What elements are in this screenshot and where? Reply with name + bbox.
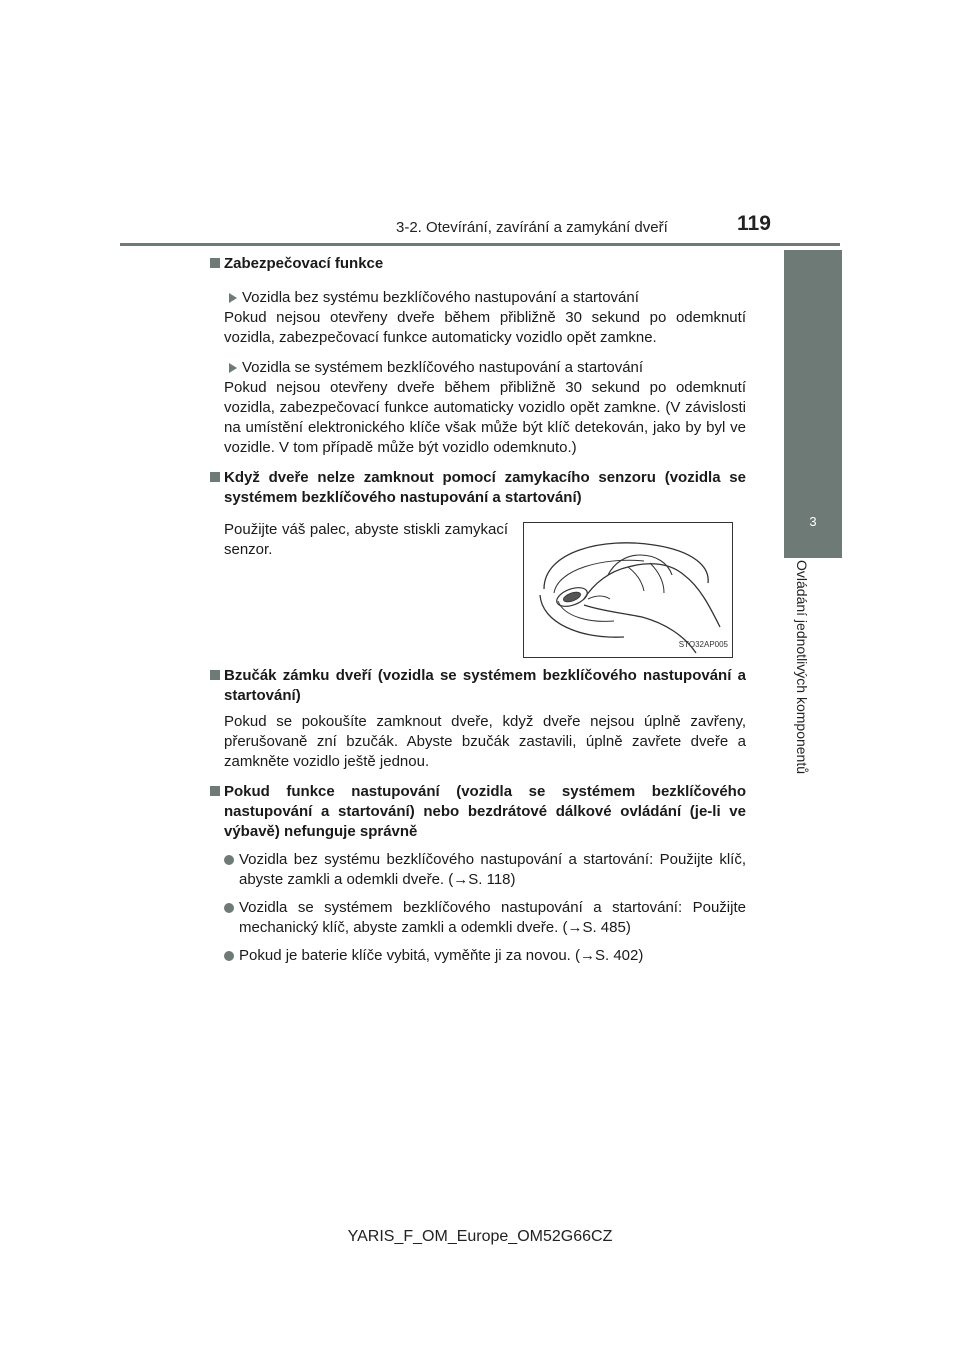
security-text-1: Pokud nejsou otevřeny dveře během přibližně 30 sekund po odemknutí vozidla, zabezpečovací funkce automaticky vozidlo opět zamkne. — [224, 309, 746, 346]
header-rule — [120, 243, 840, 246]
sensor-illustration — [523, 522, 733, 658]
buzzer-text: Pokud se pokoušíte zamknout dveře, když dveře nejsou úplně zavřeny, přerušovaně zní bzučák. Abyste bzučák zastavili, úplně zavřete dveře a zamkněte vozidlo ještě jednou. — [224, 713, 746, 770]
security-subheading-2: Vozidla se systémem bezklíčového nastupování a startování — [210, 358, 746, 378]
round-bullet-icon — [224, 903, 234, 913]
figure-code: STO32AP005 — [678, 640, 728, 649]
square-bullet-icon — [210, 472, 220, 482]
side-tab-bar — [784, 250, 842, 498]
malfunction-bullet-3: Pokud je baterie klíče vybitá, vyměňte ji za novou. (→S. 402) — [210, 946, 746, 966]
square-bullet-icon — [210, 670, 220, 680]
round-bullet-icon — [224, 855, 234, 865]
side-tab-chapter-number: 3 — [784, 498, 842, 558]
malfunction-bullet-2: Vozidla se systémem bezklíčového nastupování a startování: Použijte mechanický klíč, abyste zamkli a odemkli dveře. (→S. 485) — [210, 898, 746, 938]
side-tab-chapter-title: Ovládání jednotlivých komponentů — [794, 560, 810, 775]
buzzer-heading: Bzučák zámku dveří (vozidla se systémem bezklíčového nastupování a startování) — [210, 666, 746, 706]
page-content — [210, 254, 746, 966]
square-bullet-icon — [210, 786, 220, 796]
malfunction-heading: Pokud funkce nastupování (vozidla se systémem bezklíčového nastupování a startování) nebo bezdrátové dálkové ovládání (je-li ve výbavě) nefunguje správně — [210, 782, 746, 842]
security-text-2: Pokud nejsou otevřeny dveře během přibližně 30 sekund po odemknutí vozidla, zabezpečovací funkce automaticky vozidlo opět zamkne. (V závislosti na umístění elektronického klíče však může být klíč detekován, jako by byl ve vozidle. V tom případě může být vozidlo odemknuto.) — [224, 379, 746, 456]
sensor-heading: Když dveře nelze zamknout pomocí zamykacího senzoru (vozidla se systémem bezklíčového nastupování a startování) — [210, 468, 746, 508]
security-heading: Zabezpečovací funkce — [210, 254, 746, 274]
header-section-title: 3-2. Otevírání, zavírání a zamykání dveří — [396, 219, 668, 236]
malfunction-bullet-1: Vozidla bez systému bezklíčového nastupování a startování: Použijte klíč, abyste zamkli a odemkli dveře. (→S. 118) — [210, 850, 746, 890]
round-bullet-icon — [224, 951, 234, 961]
security-subheading-1: Vozidla bez systému bezklíčového nastupování a startování — [210, 288, 746, 308]
sensor-figure-row — [210, 520, 746, 660]
triangle-bullet-icon — [229, 363, 237, 373]
footer-document-code: YARIS_F_OM_Europe_OM52G66CZ — [347, 1228, 613, 1245]
sensor-text: Použijte váš palec, abyste stiskli zamykací senzor. — [224, 521, 508, 558]
page-number: 119 — [737, 212, 771, 235]
square-bullet-icon — [210, 258, 220, 268]
triangle-bullet-icon — [229, 293, 237, 303]
